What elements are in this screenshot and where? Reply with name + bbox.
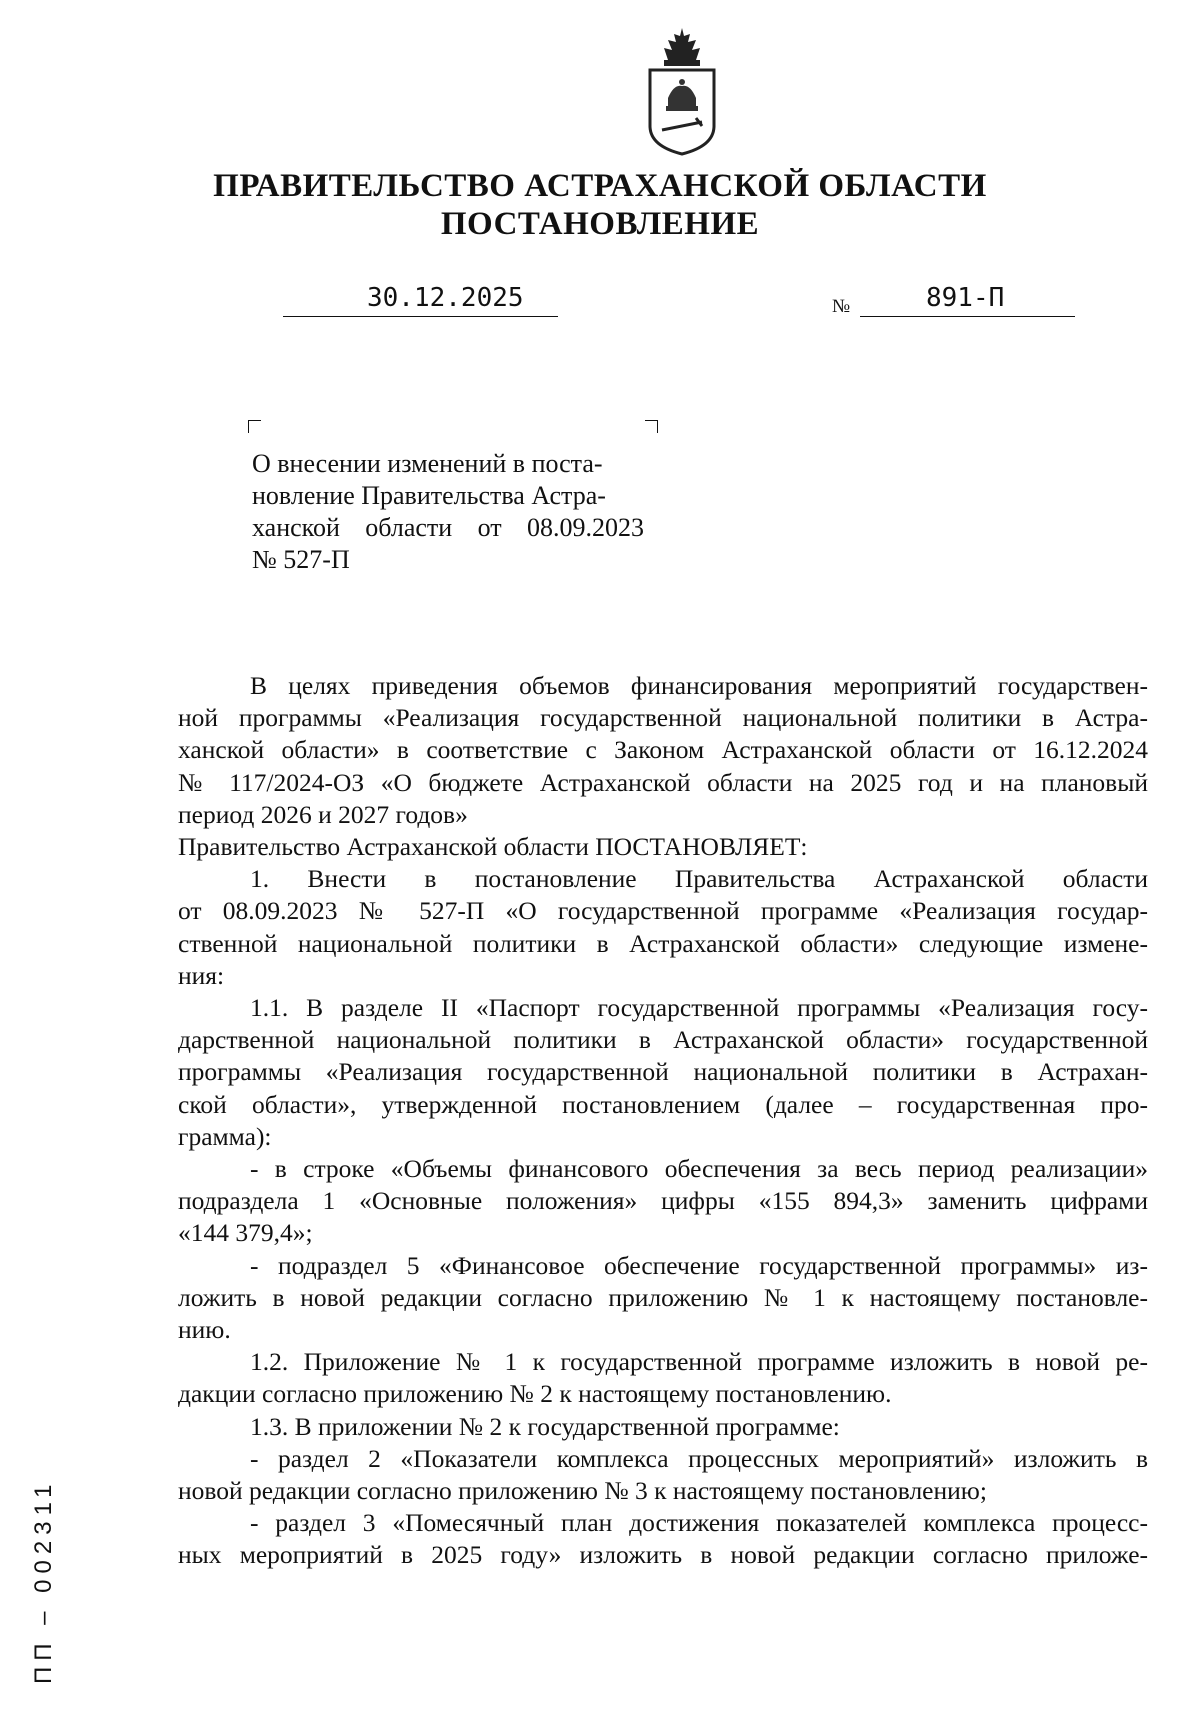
body-line: ской области», утвержденной постановлением (далее – государственная про- xyxy=(178,1089,1148,1119)
subject-bracket-left xyxy=(248,420,261,433)
body-line: ных мероприятий в 2025 году» изложить в новой редакции согласно приложе- xyxy=(178,1540,1148,1570)
document-body xyxy=(178,670,1148,1572)
body-line: 1.1. В разделе II «Паспорт государственной программы «Реализация госу- xyxy=(250,993,1148,1023)
coat-of-arms-emblem xyxy=(640,26,724,156)
document-type-title: ПОСТАНОВЛЕНИЕ xyxy=(440,206,760,242)
body-line: ханской области» в соответствие с Законом Астраханской области от 16.12.2024 xyxy=(178,735,1148,765)
body-line: «144 379,4»; xyxy=(178,1218,313,1248)
body-line: дакции согласно приложению № 2 к настоящему постановлению. xyxy=(178,1379,892,1409)
body-line: программы «Реализация государственной национальной политики в Астрахан- xyxy=(178,1057,1148,1087)
organization-title: ПРАВИТЕЛЬСТВО АСТРАХАНСКОЙ ОБЛАСТИ xyxy=(213,168,987,204)
document-number: 891-П xyxy=(926,283,1005,313)
registration-side-mark: ПП – 002311 xyxy=(30,1478,57,1684)
body-line: В целях приведения объемов финансирования мероприятий государствен- xyxy=(250,671,1148,700)
body-line: ной программы «Реализация государственной национальной политики в Астра- xyxy=(178,703,1148,733)
subject-line: № 527-П xyxy=(252,545,350,574)
number-sign: № xyxy=(832,296,851,317)
body-line: Правительство Астраханской области ПОСТАНОВЛЯЕТ: xyxy=(178,832,808,862)
body-line: 1. Внести в постановление Правительства Астраханской области xyxy=(250,864,1148,894)
body-line: нию. xyxy=(178,1315,231,1345)
document-subject xyxy=(252,448,644,576)
body-line: от 08.09.2023 № 527-П «О государственной программе «Реализация государ- xyxy=(178,896,1148,926)
body-line: 1.2. Приложение № 1 к государственной программе изложить в новой ре- xyxy=(250,1347,1148,1377)
subject-line: ханской области от 08.09.2023 xyxy=(252,513,644,542)
body-line: дарственной национальной политики в Астраханской области» государственной xyxy=(178,1025,1148,1055)
body-line: грамма): xyxy=(178,1121,272,1151)
subject-bracket-right xyxy=(645,420,658,433)
body-line: ния: xyxy=(178,960,225,990)
body-line: новой редакции согласно приложению № 3 к настоящему постановлению; xyxy=(178,1476,987,1506)
body-line: - раздел 2 «Показатели комплекса процессных мероприятий» изложить в xyxy=(250,1443,1148,1473)
body-line: ложить в новой редакции согласно приложению № 1 к настоящему постановле- xyxy=(178,1282,1148,1312)
body-line: - раздел 3 «Помесячный план достижения показателей комплекса процесс- xyxy=(250,1508,1148,1538)
body-line: № 117/2024-ОЗ «О бюджете Астраханской области на 2025 год и на плановый xyxy=(178,767,1148,797)
subject-line: О внесении изменений в поста- xyxy=(252,449,603,478)
document-date: 30.12.2025 xyxy=(367,283,524,313)
body-line: период 2026 и 2027 годов» xyxy=(178,799,468,829)
body-line: - в строке «Объемы финансового обеспечения за весь период реализации» xyxy=(250,1154,1148,1184)
body-line: - подраздел 5 «Финансовое обеспечение государственной программы» из- xyxy=(250,1250,1148,1280)
body-line: ственной национальной политики в Астраханской области» следующие измене- xyxy=(178,928,1148,958)
body-line: подраздела 1 «Основные положения» цифры «155 894,3» заменить цифрами xyxy=(178,1186,1148,1216)
subject-line: новление Правительства Астра- xyxy=(252,481,606,510)
body-line: 1.3. В приложении № 2 к государственной программе: xyxy=(250,1411,840,1441)
